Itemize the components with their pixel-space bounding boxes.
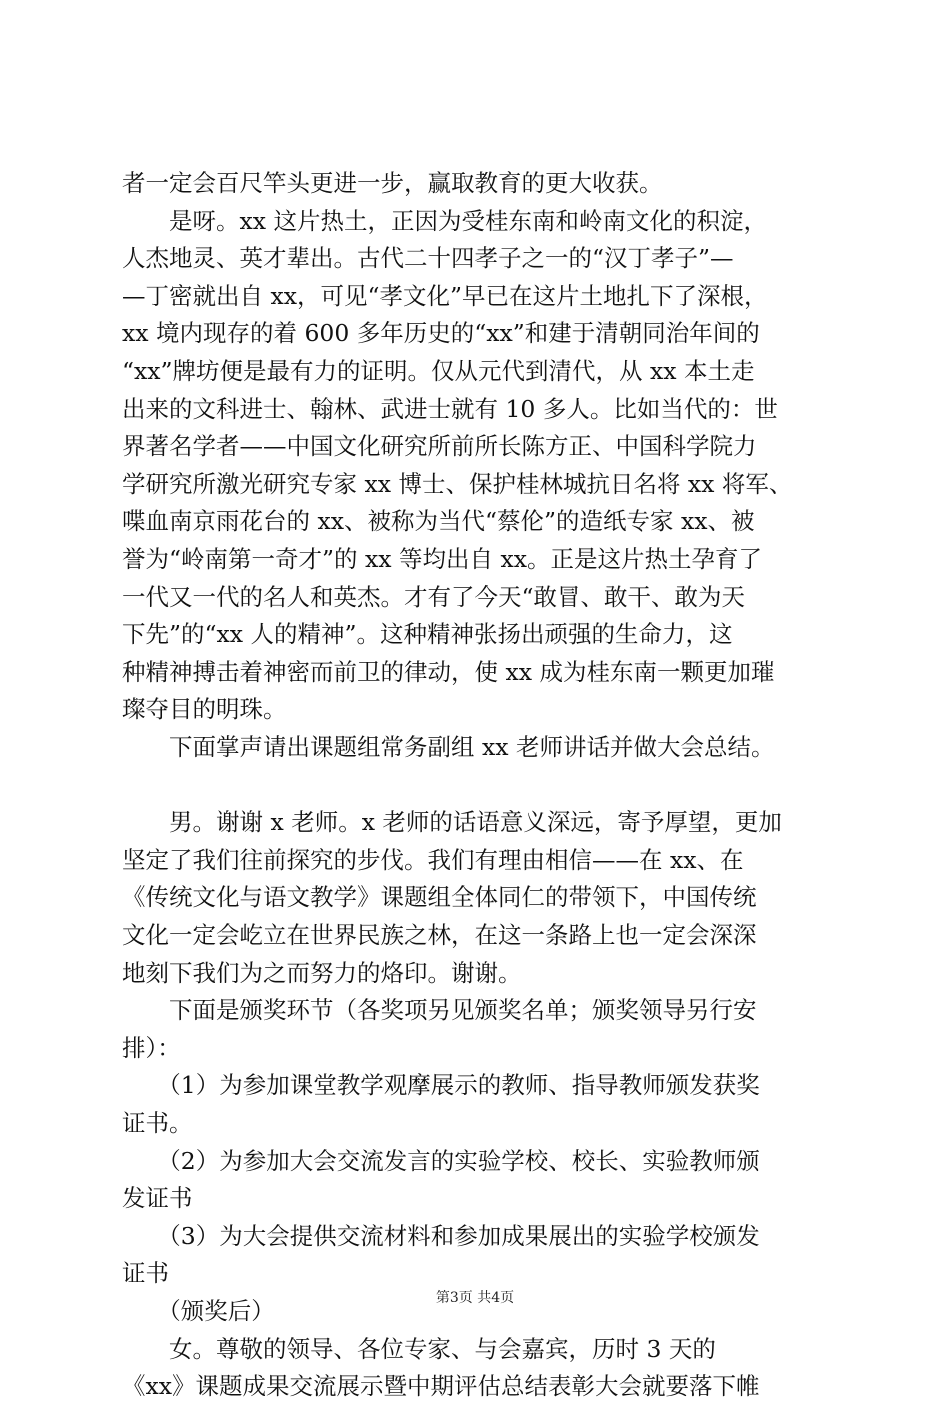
text-line: （颁奖后） bbox=[122, 1297, 275, 1325]
text-line: 人杰地灵、英才辈出。古代二十四孝子之一的“汉丁孝子”— bbox=[122, 244, 734, 273]
text-line: （1）为参加课堂教学观摩展示的教师、指导教师颁发获奖 bbox=[122, 1071, 760, 1100]
text-line: 下先”的“xx 人的精神”。这种精神张扬出顽强的生命力，这 bbox=[122, 620, 733, 649]
text-line: 誉为“岭南第一奇才”的 xx 等均出自 xx。正是这片热土孕育了 bbox=[122, 545, 762, 573]
text-line: 者一定会百尺竿头更进一步，赢取教育的更大收获。 bbox=[122, 169, 663, 197]
page-footer: 第3页 共4页 bbox=[435, 1290, 515, 1306]
text-line: 证书 bbox=[122, 1259, 169, 1288]
text-line: 下面掌声请出课题组常务副组 xx 老师讲话并做大会总结。 bbox=[122, 733, 775, 761]
text-line: 女。尊敬的领导、各位专家、与会嘉宾，历时 3 天的 bbox=[122, 1334, 716, 1363]
text-line: 学研究所激光研究专家 xx 博士、保护桂林城抗日名将 xx 将军、 bbox=[122, 469, 793, 498]
text-line: —丁密就出自 xx，可见“孝文化”早已在这片土地扎下了深根， bbox=[122, 281, 768, 310]
text-line: 下面是颁奖环节（各奖项另见颁奖名单；颁奖领导另行安 bbox=[122, 996, 757, 1025]
text-line: 喋血南京雨花台的 xx、被称为当代“蔡伦”的造纸专家 xx、被 bbox=[122, 507, 755, 536]
text-line: 坚定了我们往前探究的步伐。我们有理由相信——在 xx、在 bbox=[122, 845, 744, 874]
text-line: 发证书 bbox=[122, 1184, 193, 1213]
text-line: （2）为参加大会交流发言的实验学校、校长、实验教师颁 bbox=[122, 1146, 760, 1175]
text-line: 璨夺目的明珠。 bbox=[122, 695, 287, 724]
text-line: xx 境内现存的着 600 多年历史的“xx”和建于清朝同治年间的 bbox=[122, 319, 760, 348]
text-line: 男。谢谢 x 老师。x 老师的话语意义深远，寄予厚望，更加 bbox=[122, 808, 782, 837]
text-line: （3）为大会提供交流材料和参加成果展出的实验学校颁发 bbox=[122, 1221, 760, 1250]
text-line: 出来的文科进士、翰林、武进士就有 10 多人。比如当代的：世 bbox=[122, 394, 778, 423]
text-line: 一代又一代的名人和英杰。才有了今天“敢冒、敢干、敢为天 bbox=[122, 582, 746, 611]
text-line: 《传统文化与语文教学》课题组全体同仁的带领下，中国传统 bbox=[122, 883, 757, 912]
text-line: 种精神搏击着神密而前卫的律动，使 xx 成为桂东南一颗更加璀 bbox=[122, 657, 775, 686]
text-line: 文化一定会屹立在世界民族之林，在这一条路上也一定会深深 bbox=[122, 921, 757, 949]
text-line: 是呀。xx 这片热土，正因为受桂东南和岭南文化的积淀， bbox=[122, 206, 767, 235]
text-line: 地刻下我们为之而努力的烙印。谢谢。 bbox=[122, 958, 522, 987]
text-line bbox=[122, 766, 842, 804]
text-line: 排）： bbox=[122, 1033, 181, 1062]
text-line: 界著名学者——中国文化研究所前所长陈方正、中国科学院力 bbox=[122, 432, 757, 461]
text-line: 证书。 bbox=[122, 1109, 193, 1137]
text-line: “xx”牌坊便是最有力的证明。仅从元代到清代，从 xx 本土走 bbox=[122, 357, 755, 385]
text-line: 《xx》课题成果交流展示暨中期评估总结表彰大会就要落下帷 bbox=[122, 1372, 760, 1401]
